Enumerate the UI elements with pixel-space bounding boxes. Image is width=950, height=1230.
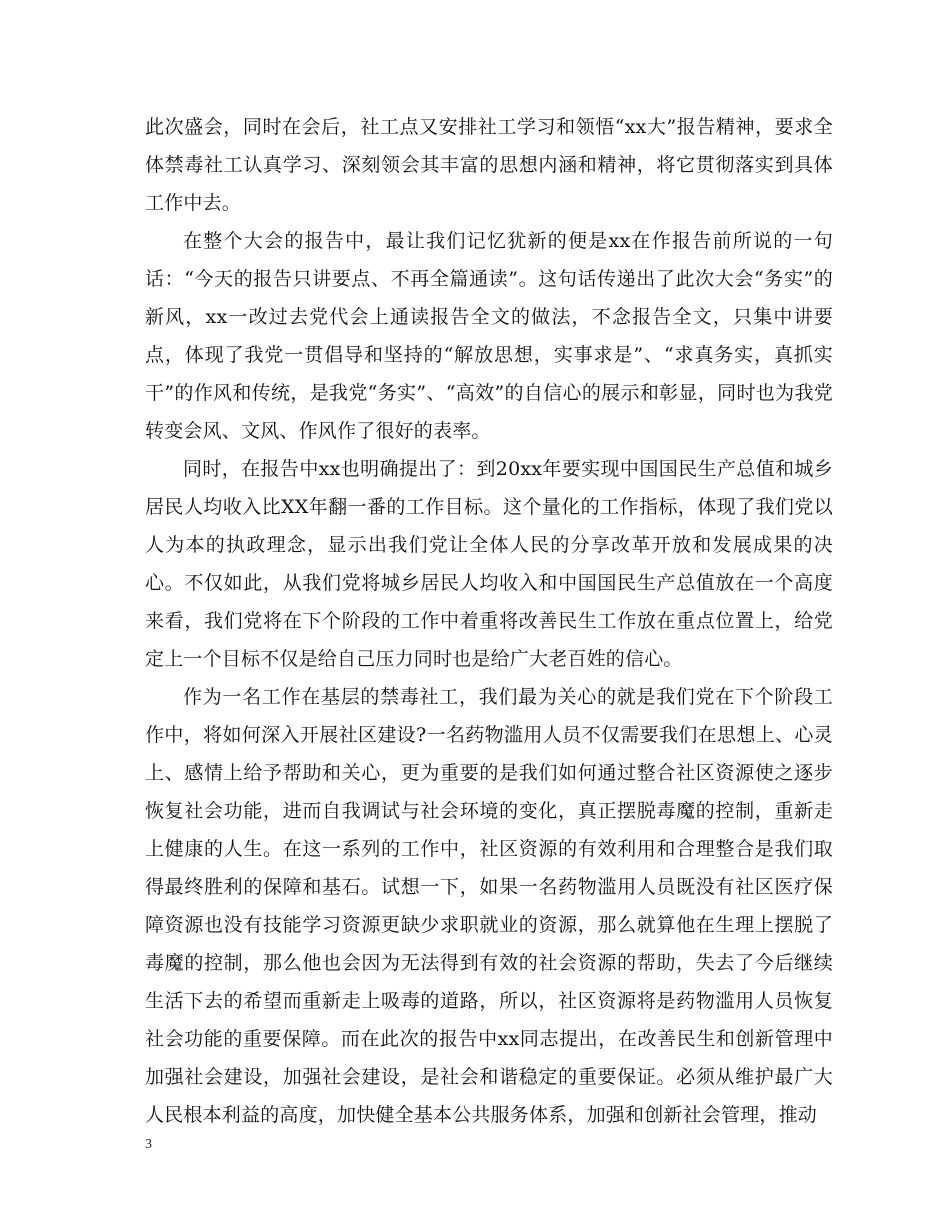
paragraph-continuation: 此次盛会，同时在会后，社工点又安排社工学习和领悟“xx大”报告精神，要求全体禁毒社工认真学习、深刻领会其丰富的思想内涵和精神，将它贯彻落实到具体工作中去。 — [145, 116, 833, 214]
paragraph-income-goal: 同时，在报告中xx也明确提出了：到20xx年要实现中国国民生产总值和城乡居民人均收入比XX年翻一番的工作目标。这个量化的工作指标，体现了我们党以人为本的执政理念，显示出我们党让全体人民的分享改革开放和发展成果的决心。不仅如此，从我们党将城乡居民人均收入和中国国民生产总值放在一个高度来看，我们党将在下个阶段的工作中着重将改善民生工作放在重点位置上，给党定上一个目标不仅是给自己压力同时也是给广大老百姓的信心。 — [145, 458, 833, 670]
paragraph-report-key-points: 在整个大会的报告中，最让我们记忆犹新的便是xx在作报告前所说的一句话：“今天的报告只讲要点、不再全篇通读”。这句话传递出了此次大会“务实”的新风，xx一改过去党代会上通读报告全文的做法，不念报告全文，只集中讲要点，体现了我党一贯倡导和坚持的“解放思想，实事求是”、“求真务实，真抓实干”的作风和传统，是我党“务实”、“高效”的自信心的展示和彰显，同时也为我党转变会风、文风、作风作了很好的表率。 — [145, 230, 833, 442]
paragraph-community-resources: 作为一名工作在基层的禁毒社工，我们最为关心的就是我们党在下个阶段工作中，将如何深入开展社区建设?一名药物滥用人员不仅需要我们在思想上、心灵上、感情上给予帮助和关心，更为重要的是我们如何通过整合社区资源使之逐步恢复社会功能，进而自我调试与社会环境的变化，真正摆脱毒魔的控制，重新走上健康的人生。在这一系列的工作中，社区资源的有效利用和合理整合是我们取得最终胜利的保障和基石。试想一下，如果一名药物滥用人员既没有社区医疗保障资源也没有技能学习资源更缺少求职就业的资源，那么就算他在生理上摆脱了毒魔的控制，那么他也会因为无法得到有效的社会资源的帮助，失去了今后继续生活下去的希望而重新走上吸毒的道路，所以，社区资源将是药物滥用人员恢复社会功能的重要保障。而在此次的报告中xx同志提出，在改善民生和创新管理中加强社会建设，加强社会建设，是社会和谐稳定的重要保证。必须从维护最广大人民根本利益的高度，加快健全基本公共服务体系，加强和创新社会管理，推动 — [145, 686, 833, 1126]
document-body — [145, 108, 833, 1134]
page-number: 3 — [145, 1137, 152, 1152]
